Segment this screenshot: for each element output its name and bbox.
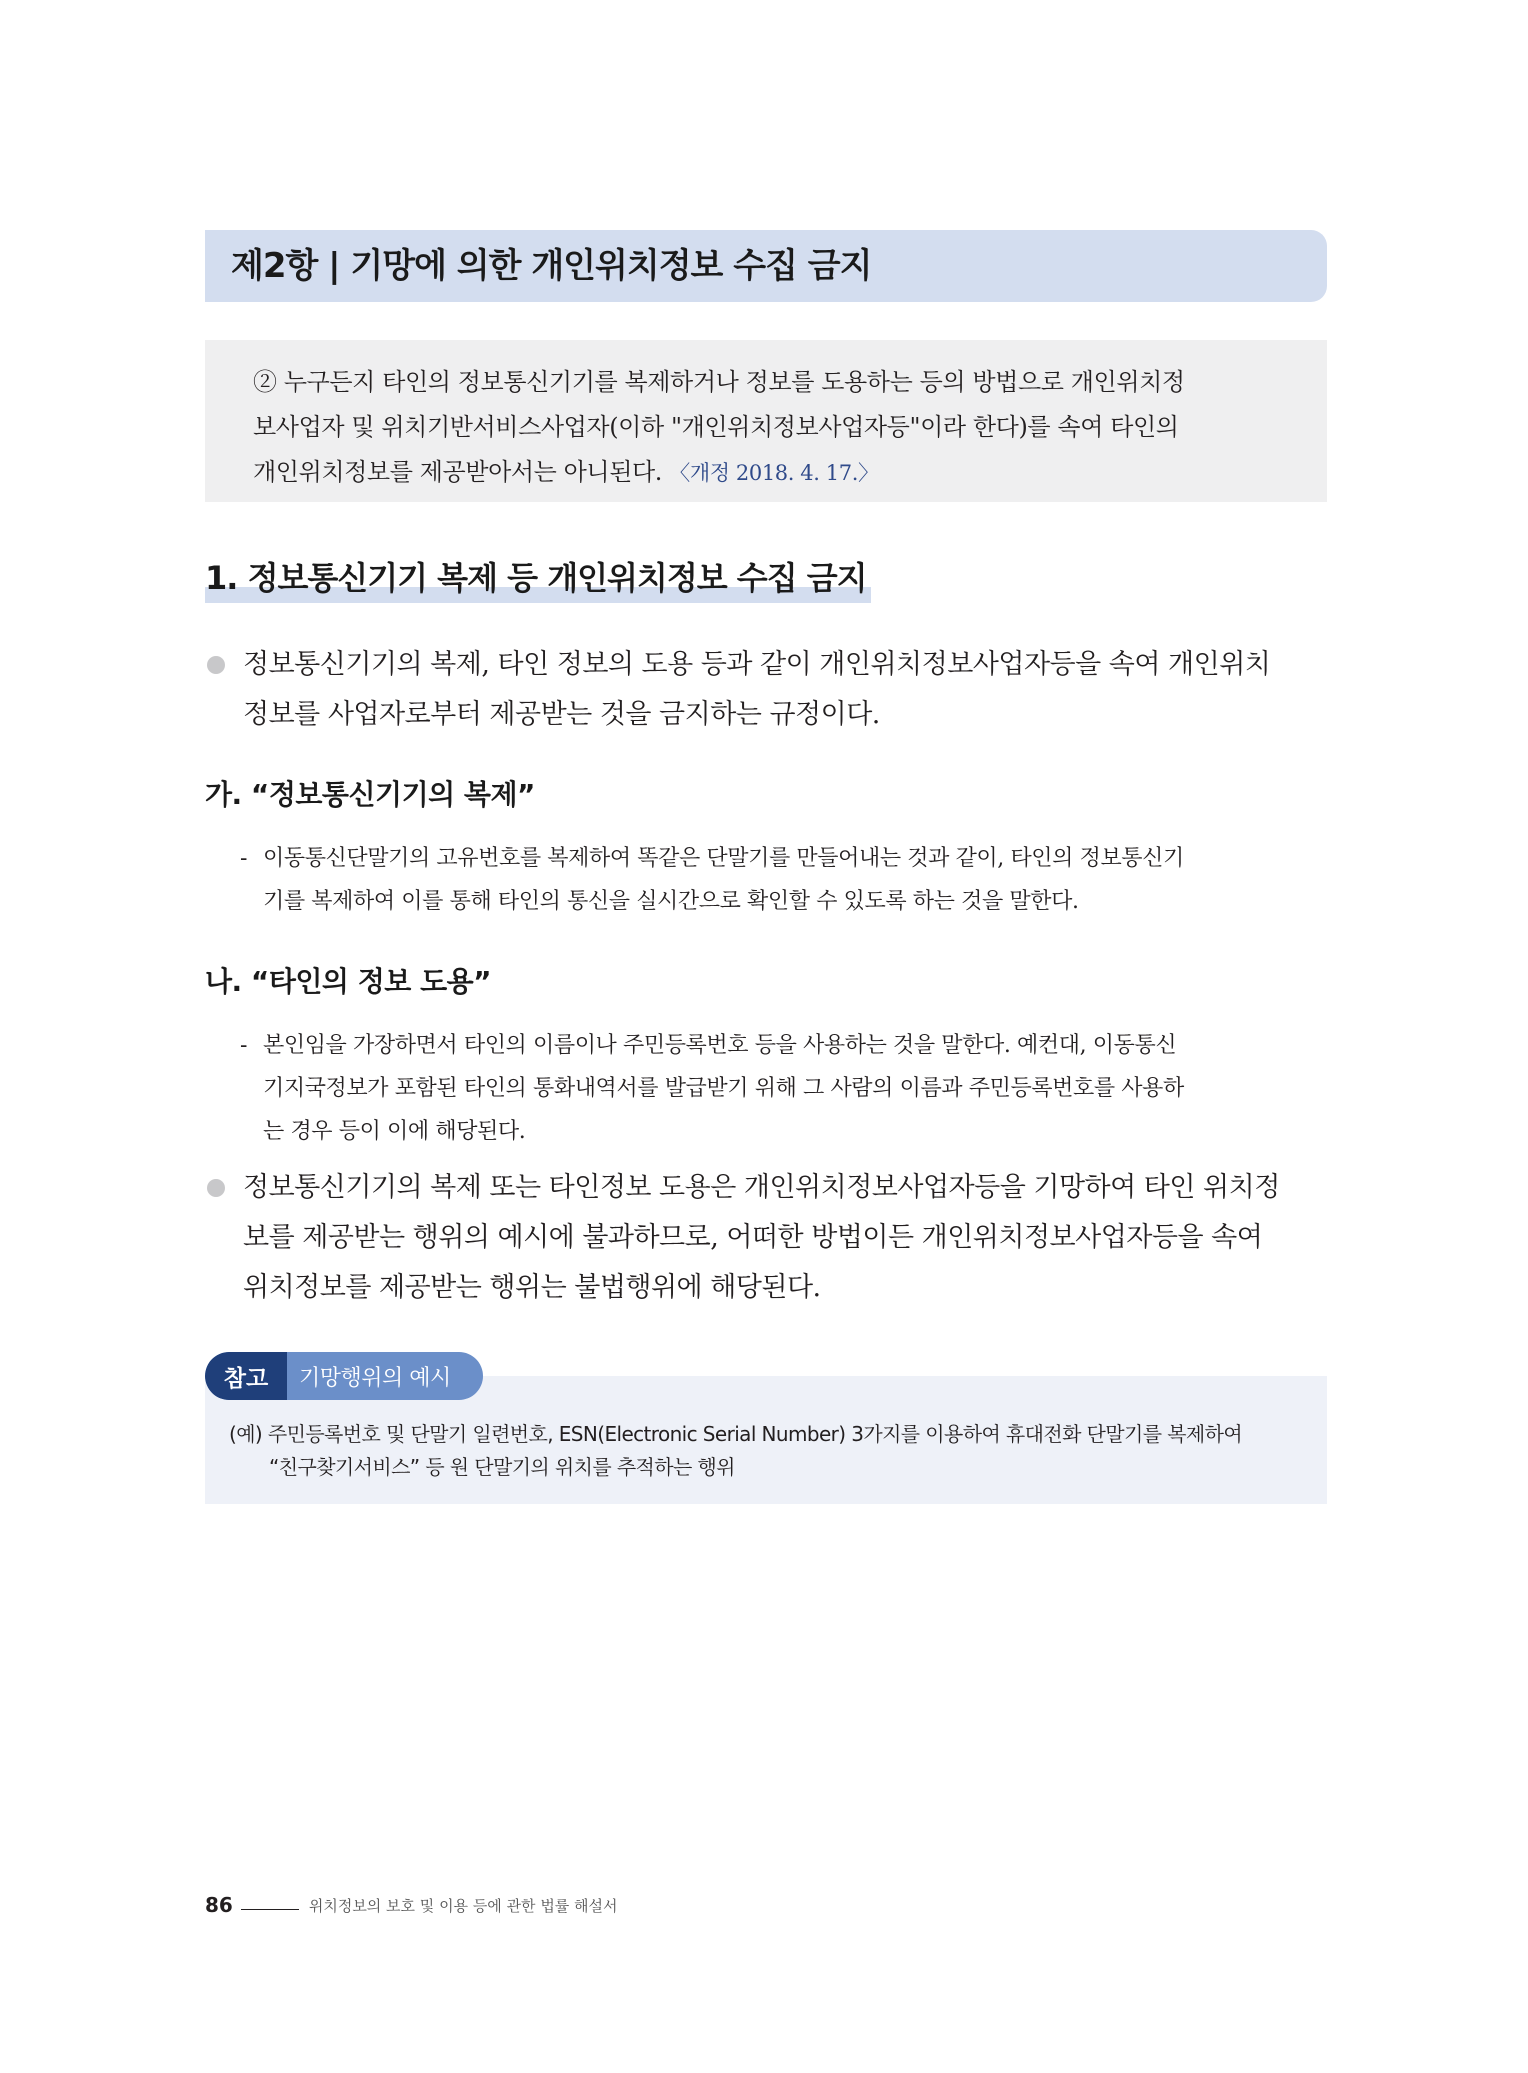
sub-a-line-1: 이동통신단말기의 고유번호를 복제하여 똑같은 단말기를 만들어내는 것과 같이, 타인의 정보통신기 <box>263 846 1184 871</box>
reference-line-2: “친구찾기서비스” 등 원 단말기의 위치를 추적하는 행위 <box>269 1455 735 1479</box>
bullet2-line-3: 위치정보를 제공받는 행위는 불법행위에 해당된다. <box>243 1272 821 1303</box>
sub-b-line-3: 는 경우 등이 이에 해당된다. <box>263 1119 526 1144</box>
dash-paragraph-a <box>240 837 1330 923</box>
subheading-a: 가. “정보통신기기의 복제” <box>205 778 535 811</box>
sub-b-line-1: 본인임을 가장하면서 타인의 이름이나 주민등록번호 등을 사용하는 것을 말한다. 예컨대, 이동통신 <box>263 1033 1177 1058</box>
section-title: 제2항 | 기망에 의한 개인위치정보 수집 금지 <box>205 230 1327 302</box>
reference-tab <box>205 1352 483 1400</box>
subheading-b: 나. “타인의 정보 도용” <box>205 965 492 998</box>
bullet-dot-icon <box>207 1179 225 1197</box>
article-line-1: ② 누구든지 타인의 정보통신기기를 복제하거나 정보를 도용하는 등의 방법으로 개인위치정 <box>253 368 1185 396</box>
amendment-date: 〈개정 2018. 4. 17.〉 <box>669 461 879 485</box>
bullet2-line-1: 정보통신기기의 복제 또는 타인정보 도용은 개인위치정보사업자등을 기망하여 타인 위치정 <box>243 1172 1280 1203</box>
page-number: 86 <box>205 1893 233 1917</box>
bullet1-line-2: 정보를 사업자로부터 제공받는 것을 금지하는 규정이다. <box>243 699 880 730</box>
sub-a-line-2: 기를 복제하여 이를 통해 타인의 통신을 실시간으로 확인할 수 있도록 하는 것을 말한다. <box>263 889 1079 914</box>
article-line-3-text: 개인위치정보를 제공받아서는 아니된다. <box>253 458 670 486</box>
dash-mark: - <box>240 1033 248 1058</box>
page-footer <box>205 1893 618 1917</box>
footer-divider <box>241 1909 299 1910</box>
bullet-paragraph-1 <box>205 640 1327 740</box>
dash-paragraph-b <box>240 1024 1330 1153</box>
article-line-2: 보사업자 및 위치기반서비스사업자(이하 "개인위치정보사업자등"이라 한다)를 속여 타인의 <box>253 413 1179 441</box>
dash-mark: - <box>240 846 248 871</box>
sub-b-line-2: 기지국정보가 포함된 타인의 통화내역서를 발급받기 위해 그 사람의 이름과 주민등록번호를 사용하 <box>263 1076 1184 1101</box>
heading-1: 1. 정보통신기기 복제 등 개인위치정보 수집 금지 <box>205 553 871 603</box>
bullet-paragraph-2 <box>205 1163 1327 1313</box>
article-line-3 <box>253 450 1301 496</box>
article-text-box <box>205 340 1327 502</box>
bullet2-line-2: 보를 제공받는 행위의 예시에 불과하므로, 어떠한 방법이든 개인위치정보사업자등을 속여 <box>243 1222 1263 1253</box>
reference-line-1: (예) 주민등록번호 및 단말기 일련번호, ESN(Electronic Serial Number) 3가지를 이용하여 휴대전화 단말기를 복제하여 <box>229 1422 1243 1446</box>
book-title: 위치정보의 보호 및 이용 등에 관한 법률 해설서 <box>308 1896 618 1915</box>
bullet1-line-1: 정보통신기기의 복제, 타인 정보의 도용 등과 같이 개인위치정보사업자등을 속여 개인위치 <box>243 649 1271 680</box>
reference-badge: 참고 <box>205 1352 287 1400</box>
bullet-dot-icon <box>207 656 225 674</box>
reference-title: 기망행위의 예시 <box>299 1365 451 1391</box>
